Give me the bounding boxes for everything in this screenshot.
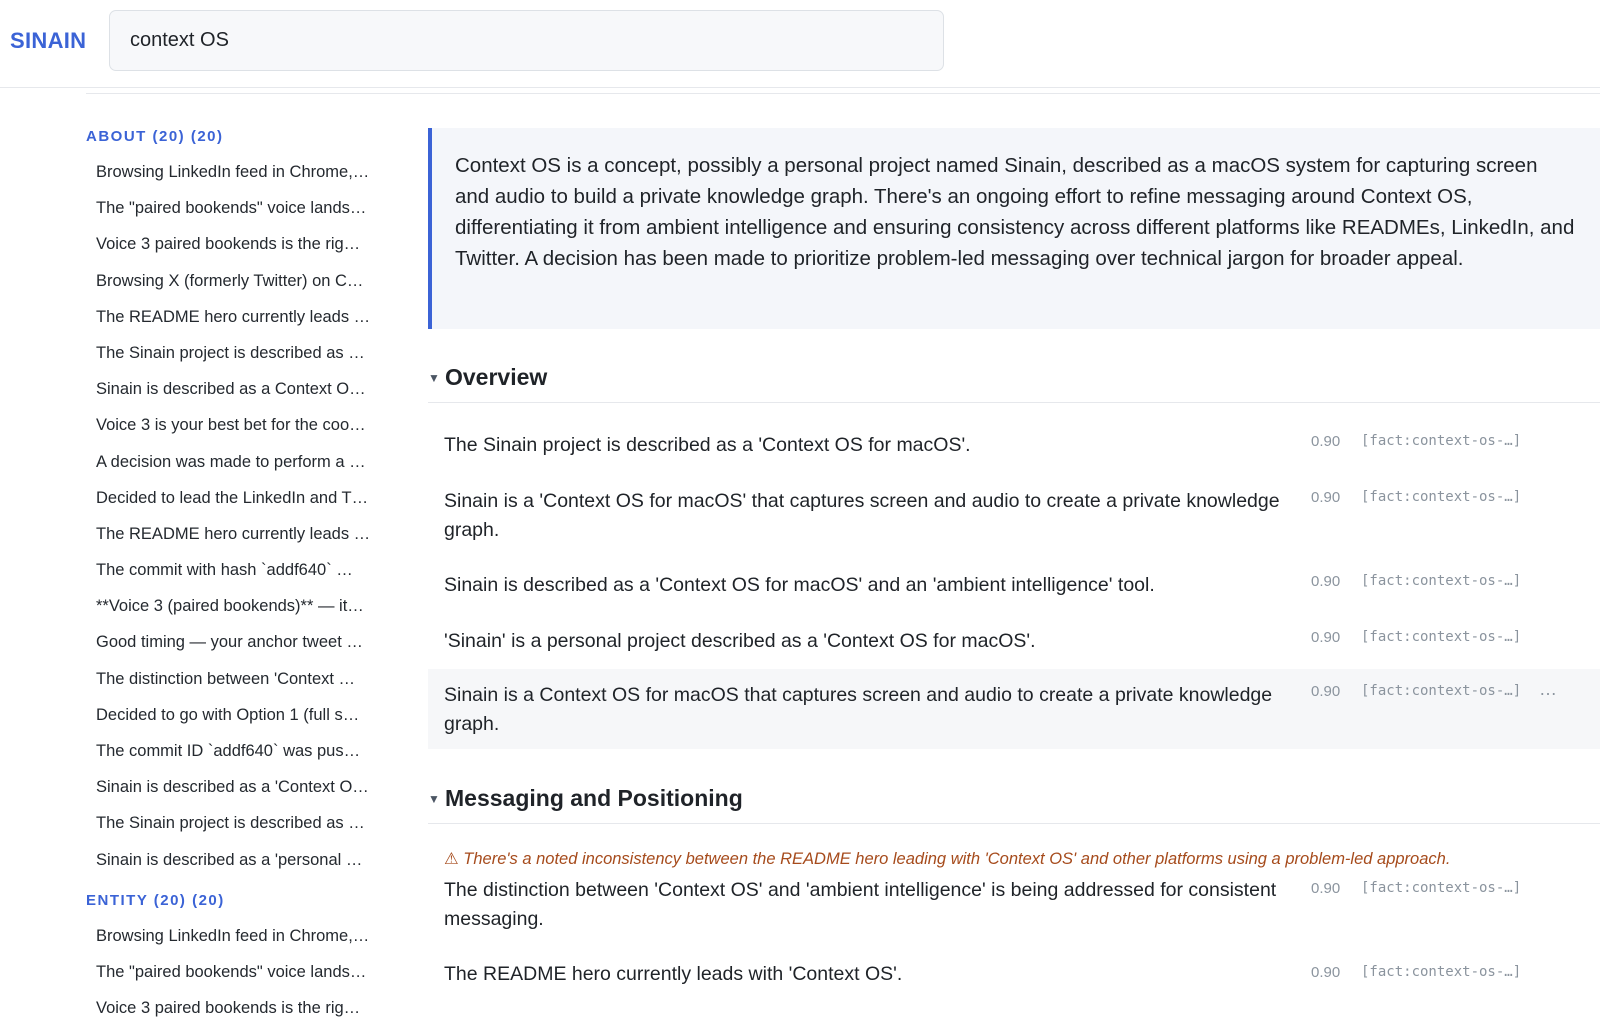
sidebar: [86, 126, 396, 1032]
sidebar-group-title[interactable]: ABOUT (20) (20): [86, 128, 224, 145]
fact-text: The distinction between 'Context OS' and 'ambient intelligence' is being addressed for consistent messaging.: [444, 879, 1277, 930]
sidebar-item[interactable]: Voice 3 paired bookends is the rig…: [96, 235, 361, 254]
section-header-overview[interactable]: [428, 353, 1600, 403]
sidebar-item[interactable]: Good timing — your anchor tweet …: [96, 633, 363, 652]
sidebar-item[interactable]: The Sinain project is described as …: [96, 343, 365, 362]
fact-row[interactable]: [428, 876, 1600, 960]
section-title: Overview: [445, 364, 548, 390]
confidence-score: 0.90: [1311, 433, 1341, 450]
caret-down-icon[interactable]: ▼: [428, 791, 440, 806]
sidebar-item[interactable]: The commit with hash `addf640` …: [96, 561, 353, 580]
fact-row-hovered[interactable]: [428, 669, 1600, 749]
section-title: Messaging and Positioning: [445, 785, 743, 811]
sidebar-item[interactable]: The "paired bookends" voice lands…: [96, 962, 367, 981]
app-logo[interactable]: SINAIN: [10, 28, 87, 53]
sidebar-group-about: [86, 126, 396, 884]
confidence-score: 0.90: [1311, 489, 1341, 506]
section-header-messaging[interactable]: [428, 774, 1600, 824]
confidence-score: 0.90: [1311, 964, 1341, 981]
sidebar-item[interactable]: Browsing LinkedIn feed in Chrome,…: [96, 163, 370, 181]
more-options-icon[interactable]: …: [1539, 679, 1558, 699]
sidebar-item[interactable]: The README hero currently leads …: [96, 307, 371, 326]
sidebar-item[interactable]: Sinain is described as a 'Context O…: [96, 778, 369, 797]
sidebar-item[interactable]: Voice 3 is your best bet for the coo…: [96, 416, 366, 435]
search-input[interactable]: [109, 10, 944, 71]
sidebar-item[interactable]: A decision was made to perform a …: [96, 452, 366, 471]
inconsistency-warning: ⚠ There's a noted inconsistency between the README hero leading with 'Context OS' and other platforms using a problem-led approach.: [444, 850, 1451, 868]
fact-row[interactable]: [428, 613, 1600, 669]
sidebar-item[interactable]: Sinain is described as a 'personal …: [96, 850, 363, 869]
sidebar-item[interactable]: Sinain is described as a Context O…: [96, 380, 366, 399]
fact-text: The Sinain project is described as a 'Context OS for macOS'.: [444, 434, 971, 456]
sidebar-group-entity: [86, 890, 396, 1032]
fact-text: Sinain is a Context OS for macOS that captures screen and audio to create a private knowledge graph.: [444, 684, 1273, 735]
fact-reference[interactable]: [fact:context-os-…]: [1361, 573, 1522, 589]
fact-text: 'Sinain' is a personal project described as a 'Context OS for macOS'.: [444, 630, 1036, 652]
fact-text: Sinain is described as a 'Context OS for macOS' and an 'ambient intelligence' tool.: [444, 574, 1155, 596]
confidence-score: 0.90: [1311, 629, 1341, 646]
sidebar-item[interactable]: Browsing X (formerly Twitter) on C…: [96, 271, 364, 290]
sidebar-item[interactable]: The README hero currently leads …: [96, 524, 371, 543]
fact-reference[interactable]: [fact:context-os-…]: [1361, 629, 1522, 645]
sidebar-item[interactable]: **Voice 3 (paired bookends)** — it…: [96, 597, 364, 616]
fact-reference[interactable]: [fact:context-os-…]: [1361, 964, 1522, 980]
fact-reference[interactable]: [fact:context-os-…]: [1361, 683, 1522, 699]
top-bar: [0, 0, 1600, 88]
fact-reference[interactable]: [fact:context-os-…]: [1361, 880, 1522, 896]
fact-row[interactable]: [428, 557, 1600, 613]
sidebar-item[interactable]: Decided to lead the LinkedIn and T…: [96, 488, 369, 507]
sidebar-item[interactable]: Voice 3 paired bookends is the rig…: [96, 999, 361, 1018]
fact-reference[interactable]: [fact:context-os-…]: [1361, 489, 1522, 505]
fact-row[interactable]: [428, 417, 1600, 473]
sidebar-item[interactable]: The distinction between 'Context …: [96, 669, 356, 688]
confidence-score: 0.90: [1311, 683, 1341, 700]
sidebar-group-title[interactable]: ENTITY (20) (20): [86, 891, 225, 909]
caret-down-icon[interactable]: ▼: [428, 370, 440, 385]
fact-text: Sinain is a 'Context OS for macOS' that captures screen and audio to create a private knowledge graph.: [444, 490, 1280, 541]
fact-text: The README hero currently leads with 'Context OS'.: [444, 963, 903, 985]
confidence-score: 0.90: [1311, 880, 1341, 897]
fact-reference[interactable]: [fact:context-os-…]: [1361, 433, 1522, 449]
fact-row[interactable]: [428, 960, 1600, 1016]
sidebar-item[interactable]: Decided to go with Option 1 (full s…: [96, 705, 360, 724]
sidebar-item[interactable]: The "paired bookends" voice lands…: [96, 199, 367, 218]
sidebar-item[interactable]: The Sinain project is described as …: [96, 814, 365, 833]
header-divider: [86, 93, 1600, 94]
sidebar-item[interactable]: The commit ID `addf640` was pus…: [96, 742, 361, 760]
main-content: [428, 128, 1600, 1016]
sidebar-item[interactable]: Browsing LinkedIn feed in Chrome,…: [96, 926, 370, 945]
confidence-score: 0.90: [1311, 573, 1341, 590]
summary-callout: Context OS is a concept, possibly a personal project named Sinain, described as a macOS system for capturing screen and audio to build a private knowledge graph. There's an ongoing effort to refine messaging around Context OS, differentiating it from ambient intelligence and ensuring consistency across different platforms like READMEs, LinkedIn, and Twitter. A decision has been made to prioritize problem-led messaging over technical jargon for broader appeal.: [428, 128, 1600, 329]
fact-row[interactable]: [428, 473, 1600, 557]
